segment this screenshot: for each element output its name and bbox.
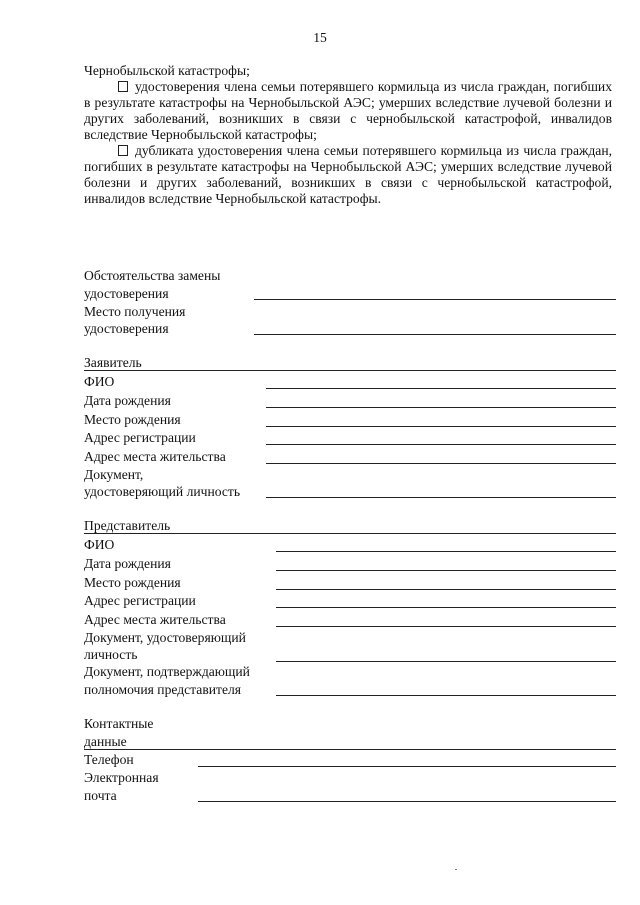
- representative-rule: [84, 533, 616, 534]
- rep-birth-date-label: Дата рождения: [84, 556, 171, 571]
- email-label-2: почта: [84, 788, 117, 803]
- applicant-res-address-label: Адрес места жительства: [84, 449, 226, 464]
- email-line[interactable]: [198, 801, 616, 802]
- replacement-input-line[interactable]: [254, 299, 616, 300]
- phone-line[interactable]: [198, 766, 616, 767]
- representative-title: Представитель: [84, 518, 171, 533]
- rep-fio-line[interactable]: [276, 551, 616, 552]
- receipt-input-line[interactable]: [254, 334, 616, 335]
- scan-speck: [455, 869, 457, 870]
- applicant-birth-place-line[interactable]: [266, 426, 616, 427]
- rep-auth-doc-line[interactable]: [276, 695, 616, 696]
- applicant-birth-date-line[interactable]: [266, 407, 616, 408]
- rep-id-doc-line[interactable]: [276, 661, 616, 662]
- rep-res-address-label: Адрес места жительства: [84, 612, 226, 627]
- phone-label: Телефон: [84, 752, 134, 767]
- replacement-label-2: удостоверения: [84, 286, 169, 301]
- contacts-rule: [84, 749, 616, 750]
- checkbox-icon[interactable]: [118, 145, 128, 156]
- applicant-res-address-line[interactable]: [266, 463, 616, 464]
- applicant-id-doc-line[interactable]: [266, 497, 616, 498]
- option-duplicate-text: дубликата удостоверения члена семьи потерявшего кормильца из числа граждан, погибших в результате катастрофы на Чернобыльской АЭС; умерших вследствие лучевой болезни и других заболеваний, возникших в связи с чернобыльской катастрофой, инвалидов вследствие Чернобыльской катастрофы.: [84, 143, 612, 206]
- applicant-fio-line[interactable]: [266, 388, 616, 389]
- applicant-id-doc-label-2: удостоверяющий личность: [84, 484, 241, 499]
- rep-fio-label: ФИО: [84, 537, 115, 552]
- rep-auth-doc-label-1: Документ, подтверждающий: [84, 664, 250, 679]
- applicant-title: Заявитель: [84, 355, 142, 370]
- contacts-title-1: Контактные: [84, 716, 154, 731]
- option-certificate: [84, 79, 612, 143]
- applicant-reg-address-line[interactable]: [266, 444, 616, 445]
- rep-birth-place-line[interactable]: [276, 589, 616, 590]
- rep-birth-place-label: Место рождения: [84, 575, 181, 590]
- rep-id-doc-label-1: Документ, удостоверяющий: [84, 630, 246, 645]
- applicant-fio-label: ФИО: [84, 374, 115, 389]
- option-duplicate: [84, 143, 612, 207]
- rep-auth-doc-label-2: полномочия представителя: [84, 682, 242, 697]
- page-number: 15: [313, 30, 327, 45]
- receipt-label-2: удостоверения: [84, 321, 169, 336]
- rep-id-doc-label-2: личность: [84, 647, 138, 662]
- contacts-title-2: данные: [84, 734, 127, 749]
- receipt-label-1: Место получения: [84, 304, 186, 319]
- applicant-rule: [84, 370, 616, 371]
- applicant-id-doc-label-1: Документ,: [84, 467, 144, 482]
- intro-line: Чернобыльской катастрофы;: [84, 63, 250, 78]
- checkbox-icon[interactable]: [118, 81, 128, 92]
- rep-reg-address-label: Адрес регистрации: [84, 593, 196, 608]
- email-label-1: Электронная: [84, 770, 159, 785]
- intro-text: [84, 63, 612, 207]
- rep-res-address-line[interactable]: [276, 626, 616, 627]
- applicant-birth-date-label: Дата рождения: [84, 393, 171, 408]
- option-certificate-text: удостоверения члена семьи потерявшего кормильца из числа граждан, погибших в результате катастрофы на Чернобыльской АЭС; умерших вследствие лучевой болезни и других заболеваний, возникших в связи с чернобыльской катастрофой, инвалидов вследствие Чернобыльской катастрофы;: [84, 79, 612, 142]
- rep-birth-date-line[interactable]: [276, 570, 616, 571]
- applicant-birth-place-label: Место рождения: [84, 412, 181, 427]
- replacement-label-1: Обстоятельства замены: [84, 268, 221, 283]
- applicant-reg-address-label: Адрес регистрации: [84, 430, 196, 445]
- rep-reg-address-line[interactable]: [276, 607, 616, 608]
